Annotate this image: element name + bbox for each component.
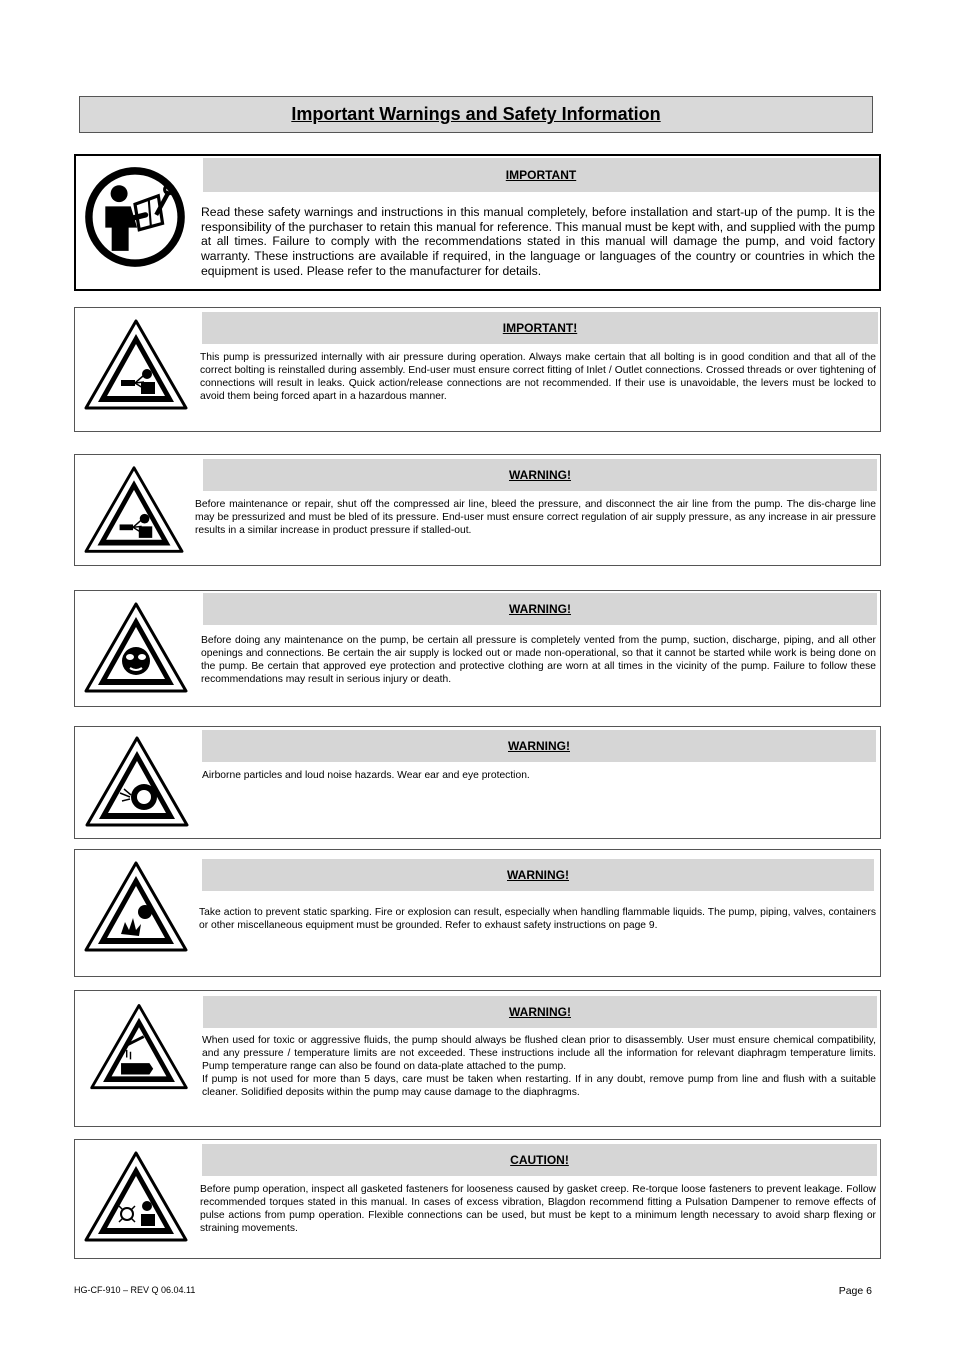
- pressurized-spray-warning-icon: [81, 463, 187, 559]
- section-text: Before maintenance or repair, shut off the compressed air line, bleed the pressure, and disconnect the air line from the pump. The dis-charge line may be pressurized and must be bled of its pressure. End-user must ensure correct regulation of air supply pressure, as any increase in air pressure results in a similar increase in product pressure if stalled-out.: [195, 499, 876, 537]
- section-heading: WARNING!: [203, 459, 877, 491]
- burst-warning-icon: [81, 1148, 191, 1248]
- section-heading: IMPORTANT: [203, 158, 879, 192]
- footer-document-code: HG-CF-910 – REV Q 06.04.11: [74, 1285, 196, 1295]
- section-text-paragraph: When used for toxic or aggressive fluids, the pump should always be flushed clean prior to disassembly. User must ensure chemical compatibility, and any pressure / temperature limits are not exceeded. These instructions include all the information for relevant diaphragm temperature limits. Pump temperature range can also be found on data-plate attached to the pump.: [202, 1035, 876, 1073]
- section-text: Read these safety warnings and instructions in this manual completely, before installation and start-up of the pump. It is the responsibility of the purchaser to retain this manual for reference. This manual must be kept with, and supplied with the pump at all times. Failure to comply with the recommendations stated in this manual will damage the pump, and void factory warranty. These instructions are available if required, in the language or languages of the country or countries in which the equipment is used. Please refer to the manufacturer for details.: [201, 205, 875, 278]
- warning-toxic-box: [74, 990, 881, 1127]
- pressurized-spray-warning-icon: [81, 316, 191, 416]
- important-pressure-box: [74, 307, 881, 432]
- ear-protection-warning-icon: [81, 733, 193, 833]
- section-heading: WARNING!: [203, 996, 877, 1028]
- page-title-bar: [79, 96, 873, 133]
- section-heading: WARNING!: [202, 859, 874, 891]
- explosion-warning-icon: [81, 858, 191, 958]
- section-heading: WARNING!: [203, 593, 877, 625]
- footer-page-number: Page 6: [838, 1285, 872, 1297]
- warning-static-box: [74, 849, 881, 977]
- warning-noise-box: [74, 726, 881, 839]
- warning-venting-box: [74, 590, 881, 707]
- read-manual-icon: [82, 164, 188, 270]
- section-text: [202, 1034, 876, 1099]
- section-heading: IMPORTANT!: [202, 312, 878, 344]
- section-text: Take action to prevent static sparking. Fire or explosion can result, especially when handling flammable liquids. The pump, piping, valves, containers or other miscellaneous equipment must be grounded. Refer to exhaust safety instructions on page 9.: [199, 907, 876, 932]
- caution-box: [74, 1139, 881, 1259]
- important-notice-box: [74, 154, 881, 291]
- section-heading: CAUTION!: [202, 1144, 877, 1176]
- section-text: This pump is pressurized internally with air pressure during operation. Always make certain that all bolting is in good condition and that all of the correct bolting is reinstalled during assembly. End-user must ensure correct fitting of Inlet / Outlet connections. Crossed threads or over tightening of connections will result in leaks. Quick action/release connections are not recommended. If their use is unavoidable, the levers must be locked to avoid them being forced apart in a hazardous manner.: [200, 352, 876, 403]
- section-text: Before doing any maintenance on the pump, be certain all pressure is completely vented from the pump, suction, discharge, piping, and all other openings and connections. Be certain the air supply is locked out or made non-operational, so that it cannot be started while work is being done on the pump. Be certain that approved eye protection and protective clothing are worn at all times in the vicinity of the pump. Failure to follow these recommendations may result in serious injury or death.: [201, 635, 876, 686]
- eye-protection-warning-icon: [81, 599, 191, 699]
- section-text-paragraph: If pump is not used for more than 5 days, care must be taken when restarting. If in any doubt, remove pump from line and flush with a suitable cleaner. Solidified deposits within the pump may cause damage to the diaphragms.: [202, 1074, 876, 1099]
- warning-maintenance-box: [74, 454, 881, 566]
- section-text: Before pump operation, inspect all gasketed fasteners for looseness caused by gasket creep. Re-torque loose fasteners to prevent leakage. Follow recommended torques stated in this manual. In cases of excess vibration, Blagdon recommend fitting a Pulsation Dampener to remove effects of pulse actions from pump operation. Flexible connections can be used, but must be kept to a minimum length necessary to avoid sharp flexing or straining movements.: [200, 1184, 876, 1235]
- corrosive-warning-icon: [87, 999, 191, 1097]
- section-text: Airborne particles and loud noise hazards. Wear ear and eye protection.: [202, 770, 530, 781]
- section-heading: WARNING!: [202, 730, 876, 762]
- page-title: Important Warnings and Safety Information: [291, 104, 661, 124]
